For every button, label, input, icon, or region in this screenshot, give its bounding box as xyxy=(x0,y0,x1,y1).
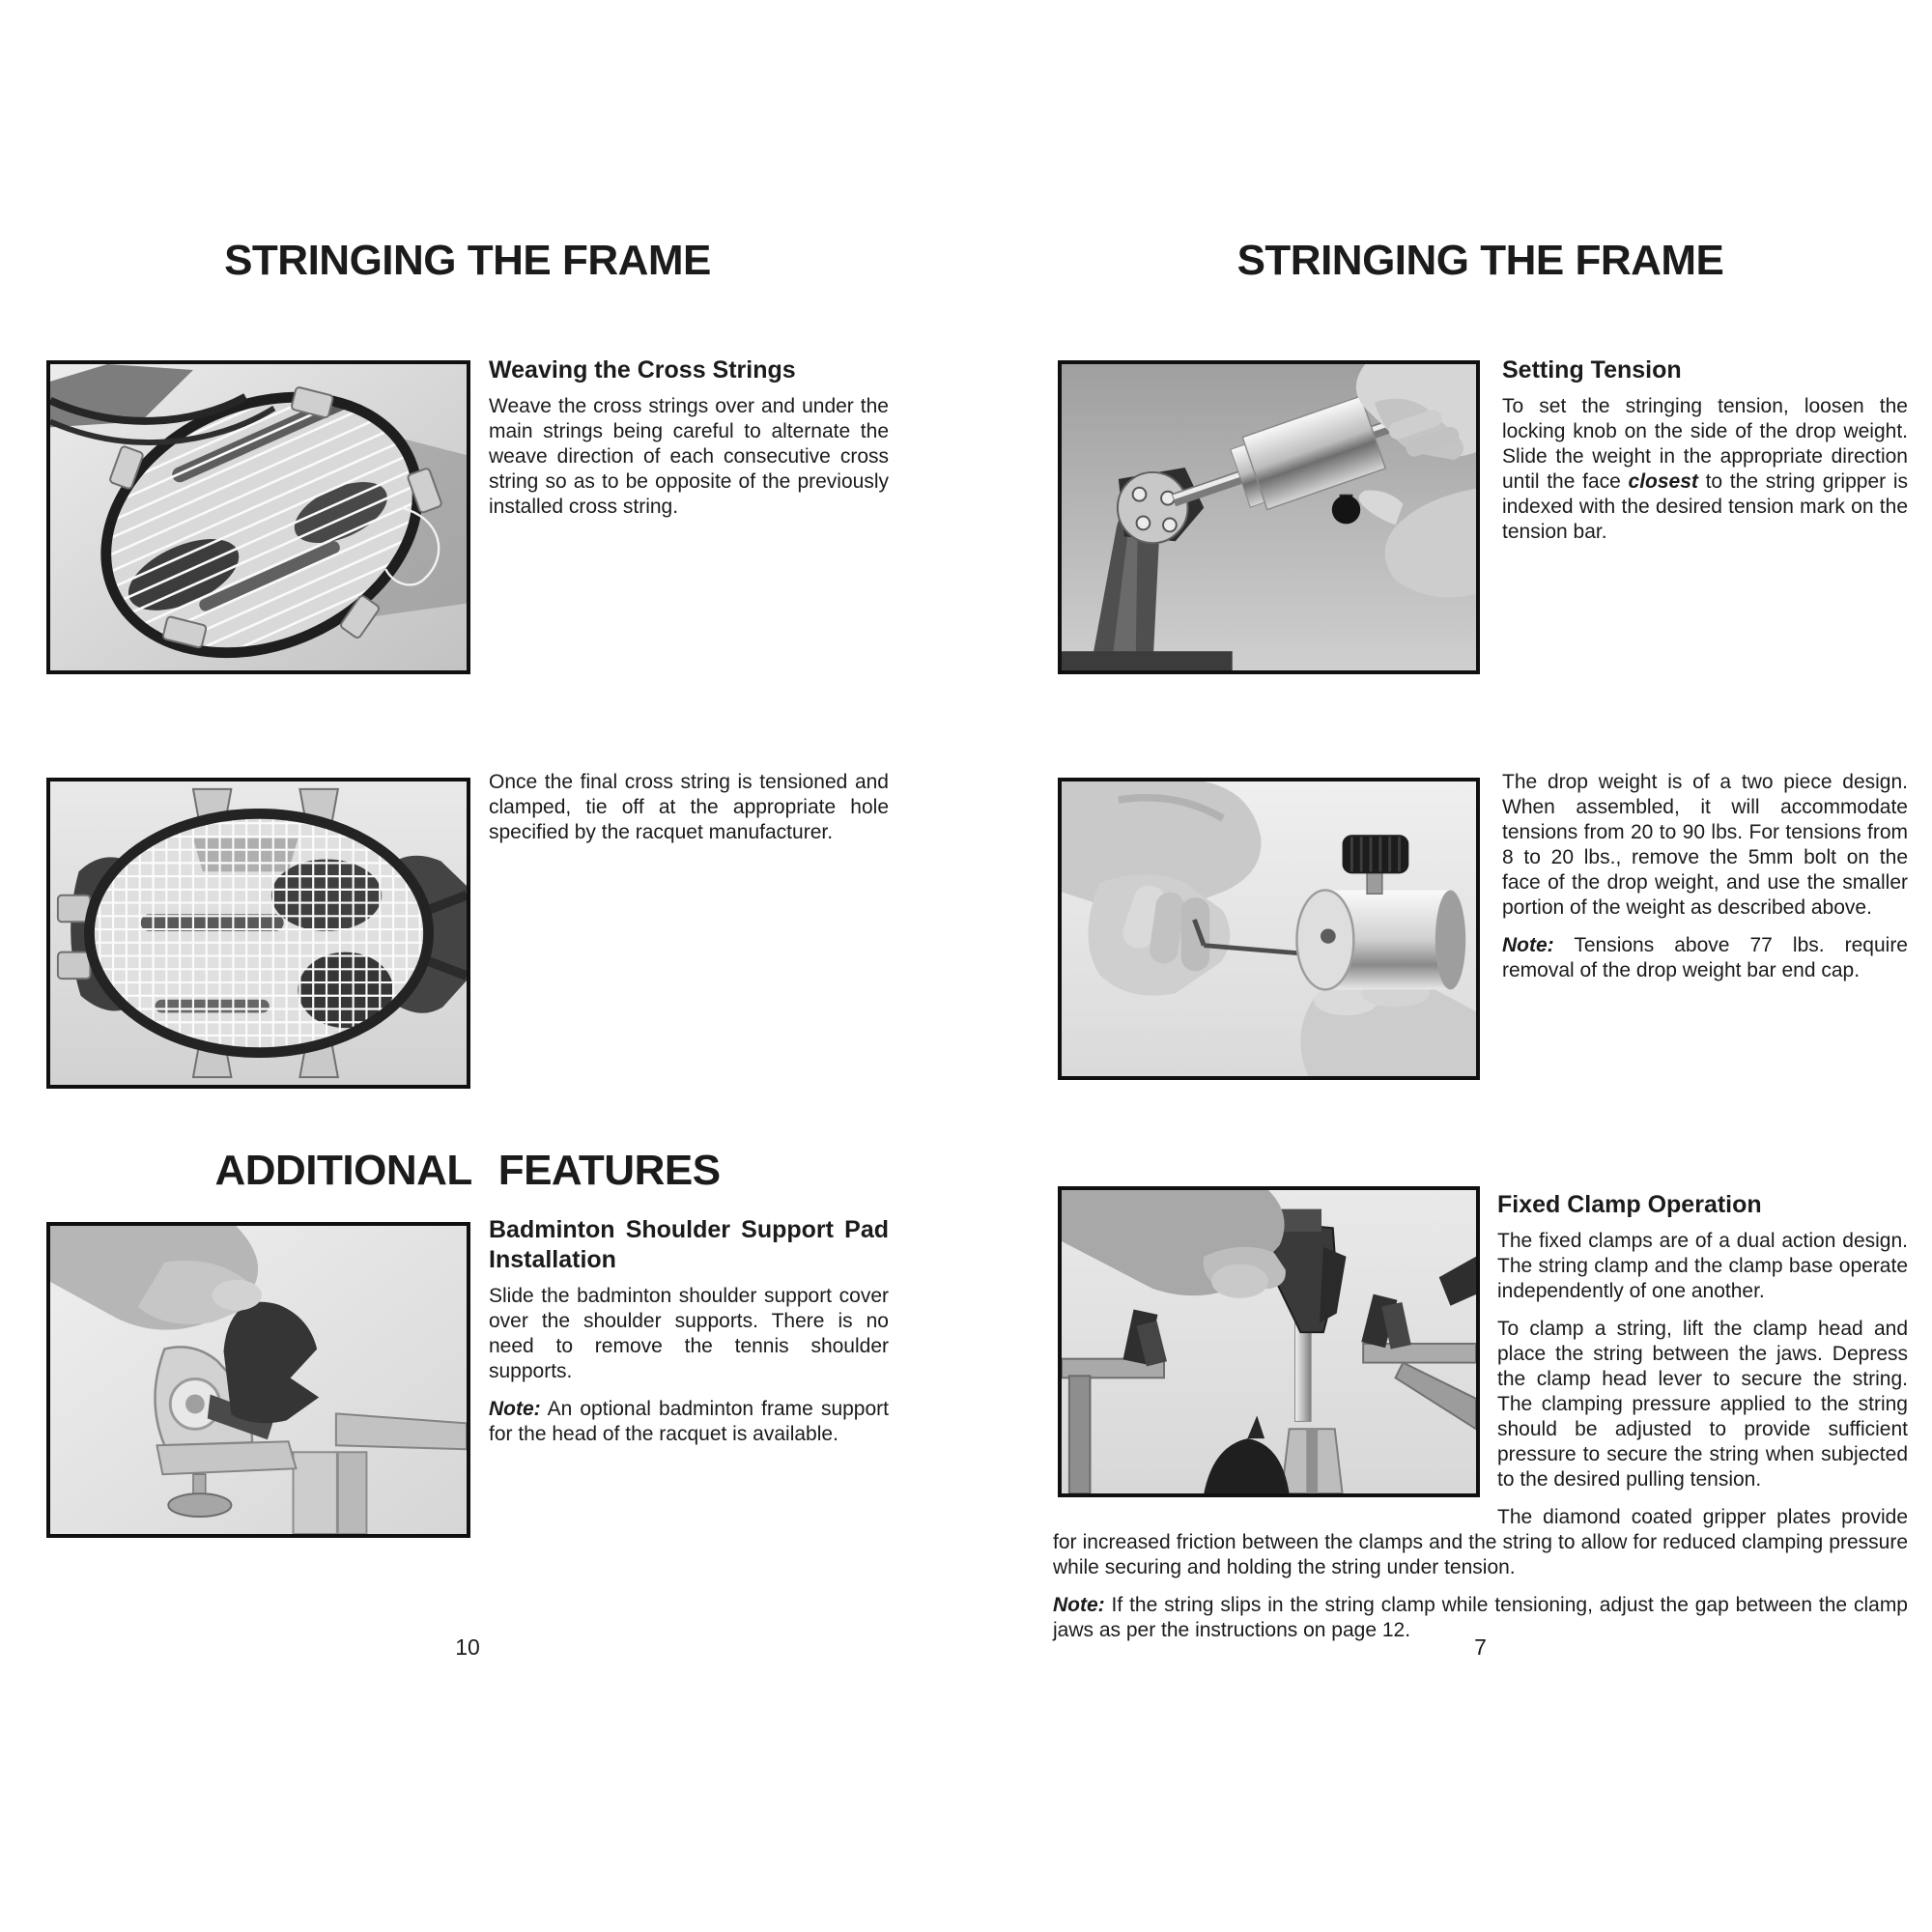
weaving-body: Weave the cross strings over and under the main strings being careful to alternate the weave direction of each consecutive cross string so as to be opposite of the previously installed cross string. xyxy=(489,395,889,518)
badminton-body: Slide the badminton shoulder support cover over the shoulder supports. There is no need to remove the tennis shoulder supports. xyxy=(489,1285,889,1382)
section-fixed-clamp xyxy=(1053,1180,1908,1643)
drop-weight-body: The drop weight is of a two piece design. When assembled, it will accommodate tensions from 20 to 90 lbs. For tensions from 8 to 20 lbs., remove the 5mm bolt on the face of the drop weight, and use the smaller portion of the weight as described above. xyxy=(1502,771,1908,919)
badminton-heading-line2: Installation xyxy=(489,1246,616,1273)
fixed-clamp-para1: The fixed clamps are of a dual action design. The string clamp and the clamp base operate independently of one another. xyxy=(1497,1230,1908,1302)
page-title-stringing-left: STRINGING THE FRAME xyxy=(224,237,711,284)
tie-off-body: Once the final cross string is tensioned and clamped, tie off at the appropriate hole specified by the racquet manufacturer. xyxy=(489,771,889,843)
page-number-left: 10 xyxy=(455,1634,480,1660)
photo-drop-weight-bolt xyxy=(1058,778,1480,1080)
page-title-stringing-right: STRINGING THE FRAME xyxy=(1236,237,1724,284)
tension-text-after: to the string gripper is indexed with the desired tension mark on the tension bar. xyxy=(1502,470,1908,543)
photo-setting-tension xyxy=(1058,360,1480,674)
note-label: Note: xyxy=(1502,934,1554,956)
badminton-note xyxy=(489,1397,889,1447)
fixed-clamp-para2: To clamp a string, lift the clamp head and place the string between the jaws. Depress the clamp head lever to secure the string. The clamping pressure applied to the string should be adjusted to provide sufficient pressure to secure the string when subjected to the desired pulling tension. xyxy=(1497,1318,1908,1491)
page-left xyxy=(46,0,889,1932)
page-number-right: 7 xyxy=(1474,1634,1487,1660)
fixed-clamp-heading: Fixed Clamp Operation xyxy=(1497,1191,1762,1218)
setting-tension-body xyxy=(1502,394,1908,545)
photo-fixed-clamp xyxy=(1058,1186,1480,1497)
tension-text-emph: closest xyxy=(1628,470,1698,493)
note-text: Tensions above 77 lbs. require removal of the drop weight bar end cap. xyxy=(1502,934,1908,981)
note-text: If the string slips in the string clamp while tensioning, adjust the gap between the clamp jaws as per the instructions on page 12. xyxy=(1053,1594,1908,1641)
section-drop-weight xyxy=(1502,770,1908,983)
tension-text-before: To set the stringing tension, loosen the locking knob on the side of the drop weight. Slide the weight in the appropriate direction until the face xyxy=(1502,395,1908,493)
section-badminton-pad xyxy=(489,1215,889,1447)
photo-badminton-pad-installation xyxy=(46,1222,470,1538)
section-tie-off xyxy=(489,770,889,845)
badminton-heading-line1: Badminton Shoulder Support Pad xyxy=(489,1216,889,1243)
photo-weaving-cross-strings xyxy=(46,360,470,674)
note-label: Note: xyxy=(1053,1594,1105,1616)
page-right xyxy=(1053,0,1908,1932)
note-label: Note: xyxy=(489,1398,541,1420)
setting-tension-heading: Setting Tension xyxy=(1502,356,1682,384)
drop-weight-note xyxy=(1502,933,1908,983)
weaving-heading: Weaving the Cross Strings xyxy=(489,356,796,384)
badminton-heading xyxy=(489,1215,889,1275)
page-title-additional-features: ADDITIONAL FEATURES xyxy=(214,1147,721,1194)
note-text: An optional badminton frame support for the head of the racquet is available. xyxy=(489,1398,889,1445)
photo-tie-off-string-bed xyxy=(46,778,470,1089)
fixed-clamp-para3: The diamond coated gripper plates provide for increased friction between the clamps and the string to allow for reduced clamping pressure while securing and holding the string under tension. xyxy=(1053,1506,1908,1578)
section-weaving-cross-strings xyxy=(489,355,889,520)
section-setting-tension xyxy=(1502,355,1908,545)
